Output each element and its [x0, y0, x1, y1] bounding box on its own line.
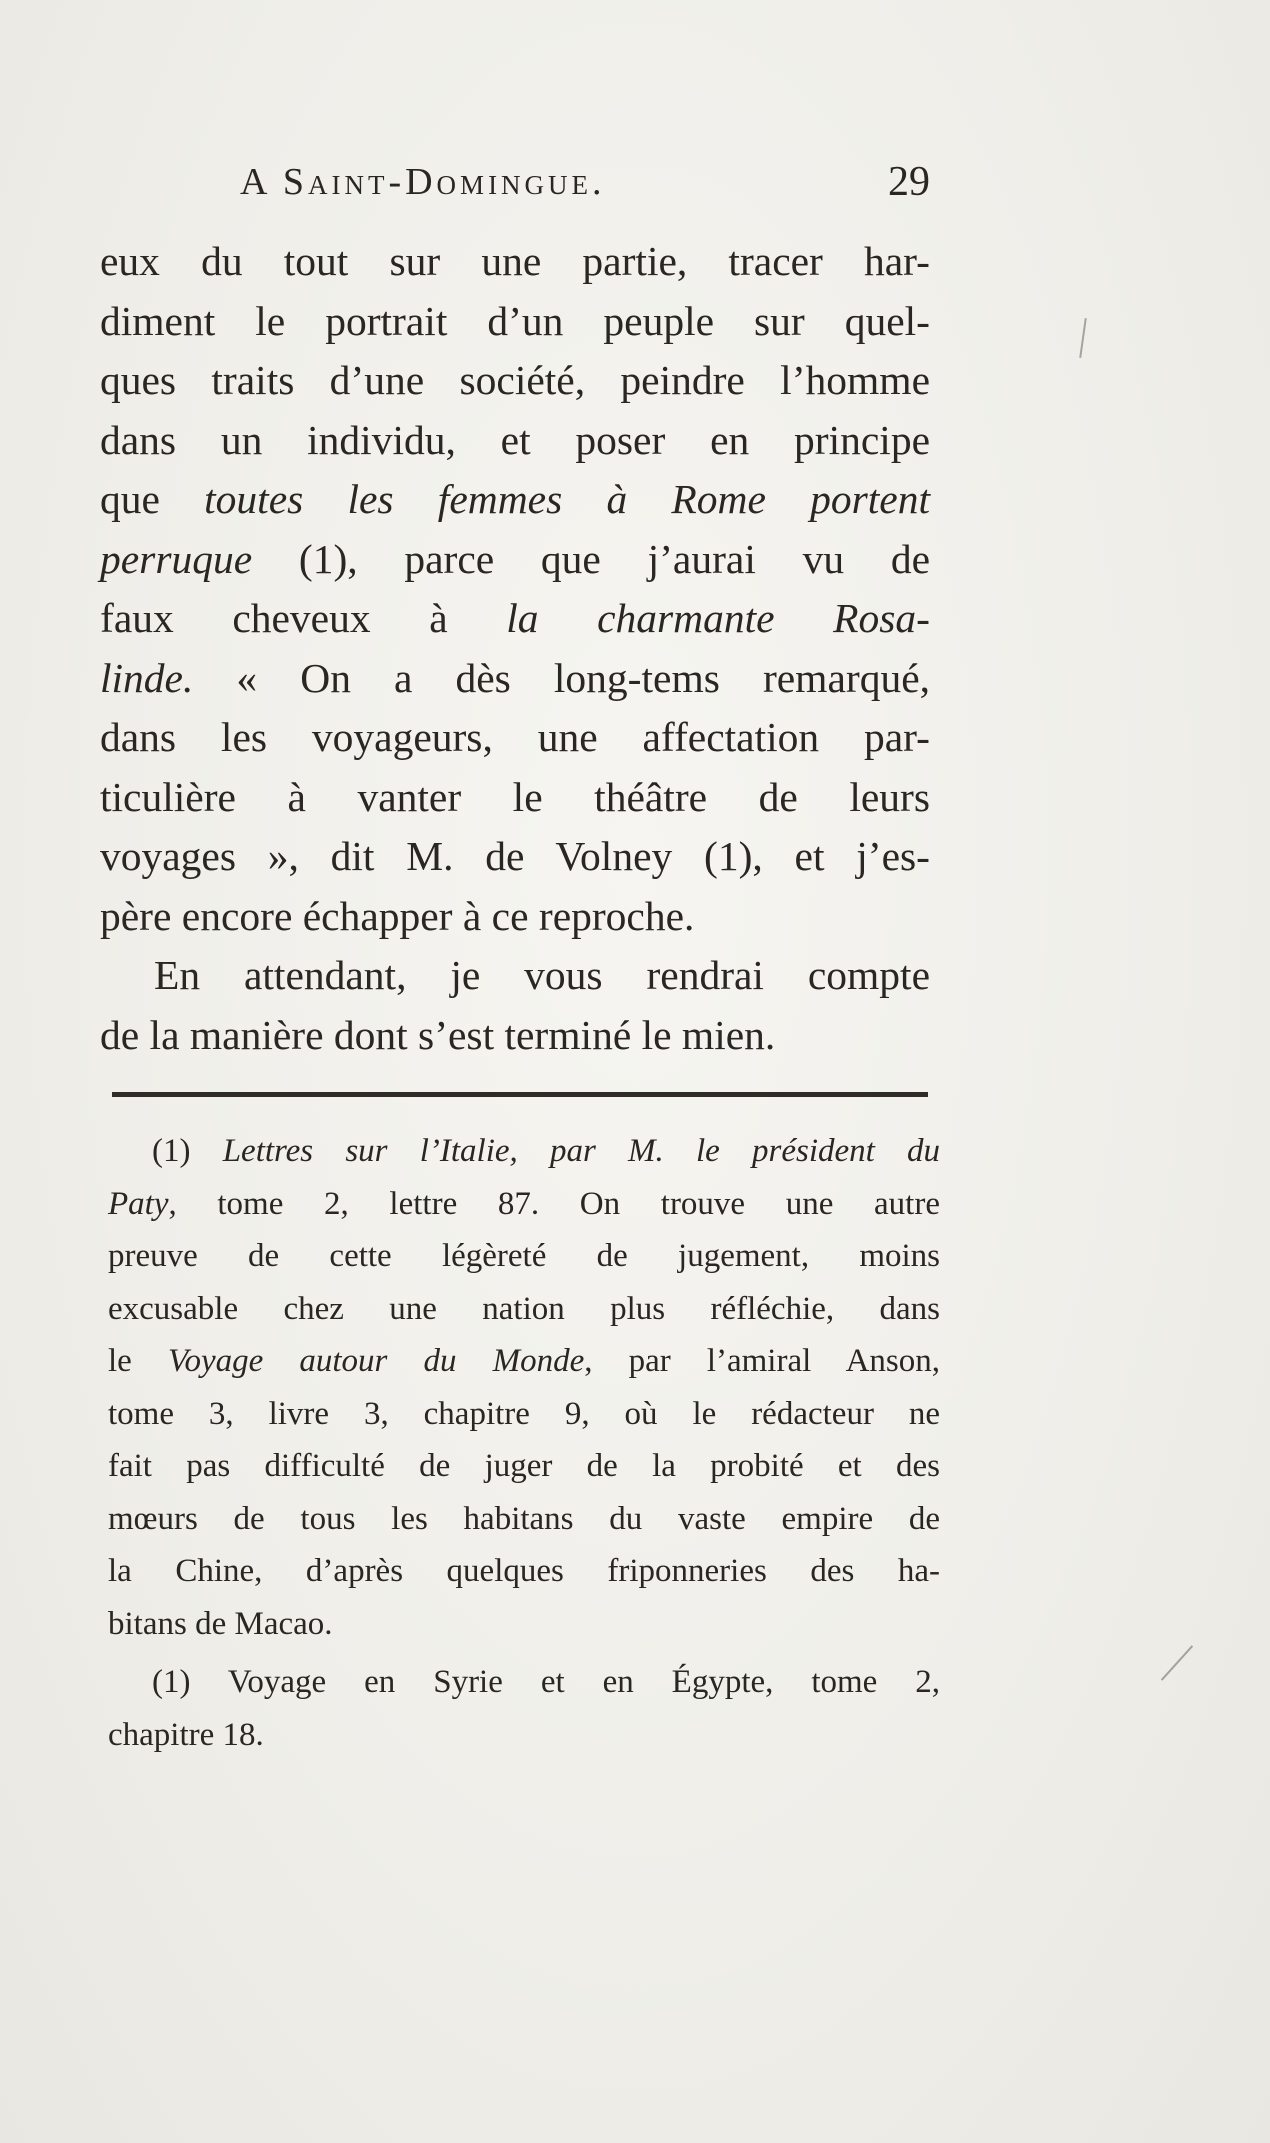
text-run: faux cheveux à [100, 595, 507, 641]
running-title: A Saint-Domingue. [240, 161, 606, 203]
body-line [100, 530, 930, 590]
italic-text: Lettres sur l’Italie, par M. le président du [222, 1133, 940, 1169]
body-line [100, 589, 930, 649]
margin-mark [1161, 1645, 1193, 1681]
page-header [240, 160, 930, 220]
footnote-line [108, 1335, 940, 1388]
text-run: , par l’amiral Anson, [584, 1343, 940, 1379]
footnote-line [108, 1230, 940, 1283]
margin-mark [1079, 318, 1087, 358]
text-run: diment le portrait d’un peuple sur quel- [100, 297, 930, 344]
footnote-line [108, 1440, 940, 1493]
text-run: (1), parce que j’aurai vu de [252, 535, 930, 582]
text-run: fait pas difficulté de juger de la probité et des [108, 1448, 940, 1484]
text-run: « On a dès long-tems remarqué, [193, 654, 930, 701]
text-run: excusable chez une nation plus réfléchie, dans [108, 1290, 940, 1327]
text-run: bitans de Macao. [108, 1605, 333, 1642]
footnote-line [108, 1545, 940, 1598]
italic-text: perruque [100, 535, 253, 582]
italic-text: Voyage autour du Monde [167, 1343, 585, 1379]
text-run: chapitre 18. [108, 1716, 264, 1753]
body-text [100, 232, 930, 1065]
body-line [100, 827, 930, 887]
body-line [100, 351, 930, 411]
footnote-line [108, 1598, 940, 1651]
footnote-2 [108, 1656, 940, 1761]
text-run: mœurs de tous les habitans du vaste empire de [108, 1500, 940, 1537]
body-line [100, 768, 930, 828]
text-run: voyages », dit M. de Volney (1), et j’es- [100, 833, 930, 879]
footnote-line [108, 1656, 940, 1709]
body-line [100, 649, 930, 709]
footnote-line [108, 1125, 940, 1178]
text-run: le [108, 1343, 168, 1379]
footnote-line [108, 1493, 940, 1546]
footnotes [108, 1125, 940, 1761]
text-run: preuve de cette légèreté de jugement, moins [108, 1238, 940, 1274]
text-run: dans un individu, et poser en principe [100, 416, 930, 463]
footnote-line [108, 1283, 940, 1336]
footnote-1 [108, 1125, 940, 1650]
text-run: ques traits d’une société, peindre l’homme [100, 357, 930, 403]
text-run: de la manière dont s’est terminé le mien. [100, 1011, 776, 1058]
text-run: En attendant, je vous rendrai compte [154, 952, 930, 998]
italic-text: Paty [108, 1185, 169, 1222]
text-run: dans les voyageurs, une affectation par- [100, 714, 930, 760]
body-line [100, 708, 930, 768]
body-line [100, 1006, 930, 1066]
text-run: que [100, 476, 205, 522]
text-run: la Chine, d’après quelques friponneries des ha- [108, 1553, 940, 1589]
footnote-line [108, 1178, 940, 1231]
text-run: père encore échapper à ce reproche. [100, 892, 695, 939]
body-line [100, 232, 930, 292]
body-line [100, 470, 930, 530]
body-line [100, 411, 930, 471]
body-line [100, 887, 930, 947]
page-number: 29 [888, 159, 930, 205]
footnote-rule [112, 1092, 928, 1097]
text-run: tome 3, livre 3, chapitre 9, où le rédacteur ne [108, 1395, 940, 1432]
footnote-line [108, 1709, 940, 1762]
text-run: ticulière à vanter le théâtre de leurs [100, 773, 930, 820]
text-run: , tome 2, lettre 87. On trouve une autre [168, 1185, 940, 1222]
body-line [100, 946, 930, 1006]
body-line [100, 292, 930, 352]
text-run: (1) [152, 1133, 223, 1169]
text-run: (1) Voyage en Syrie et en Égypte, tome 2, [152, 1664, 940, 1700]
italic-text: la charmante Rosa- [506, 595, 931, 641]
footnote-line [108, 1388, 940, 1441]
italic-text: linde. [100, 654, 194, 701]
text-run: eux du tout sur une partie, tracer har- [100, 238, 930, 284]
italic-text: toutes les femmes à Rome portent [204, 476, 931, 522]
